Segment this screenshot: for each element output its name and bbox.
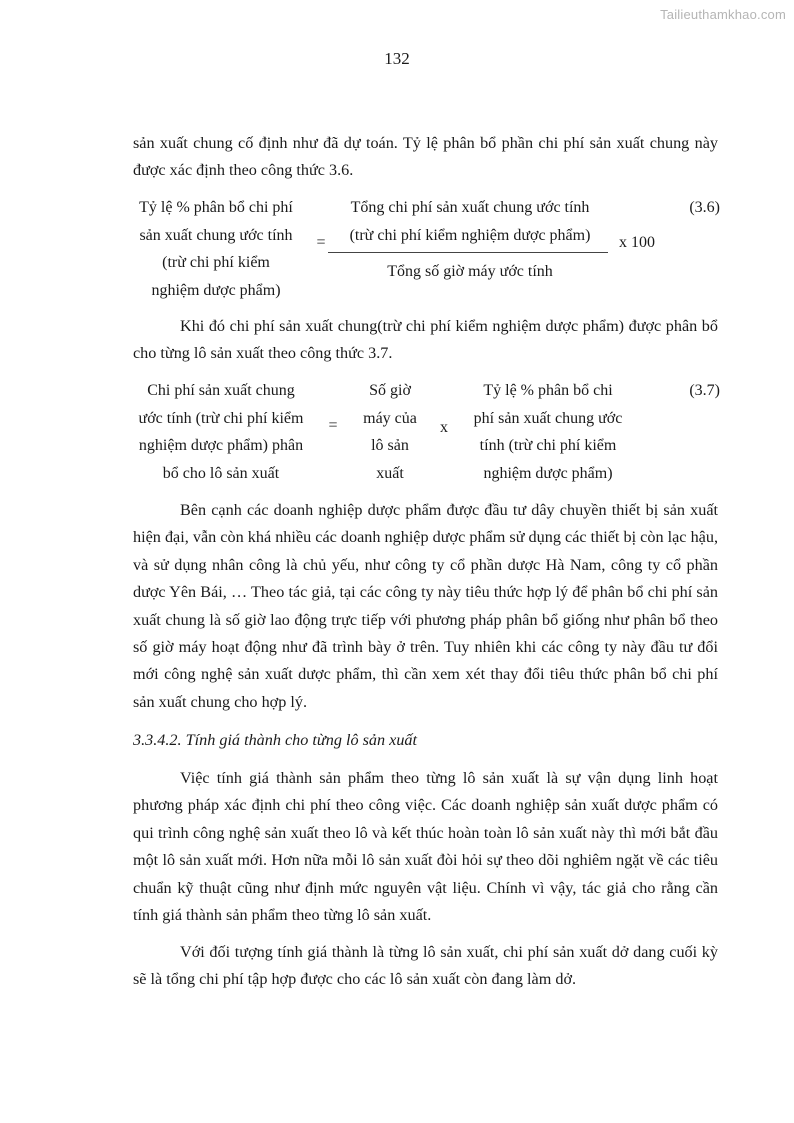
formula-3-6-numerator: [330, 194, 610, 249]
formula-line: (trừ chi phí kiểm nghiệm dược phẩm): [349, 226, 591, 244]
formula-line: Tỷ lệ % phân bổ chi phí: [139, 199, 293, 216]
formula-line: Tỷ lệ % phân bổ chi: [483, 382, 613, 399]
page-number: 132: [384, 49, 410, 68]
formula-line: xuất: [376, 464, 404, 482]
fraction-bar: [328, 252, 608, 253]
formula-line: sản xuất chung ước tính: [139, 226, 293, 244]
section-heading: 3.3.4.2. Tính giá thành cho từng lô sản xuất: [133, 731, 418, 749]
watermark: Tailieuthamkhao.com: [660, 7, 786, 22]
formula-3-6-multiplier: x 100: [619, 234, 655, 251]
intro-paragraph: sản xuất chung cố định như đã dự toán. Tỷ lệ phân bổ phần chi phí sản xuất chung này được xác định theo công thức 3.6.: [133, 134, 718, 180]
formula-line: lô sản: [371, 437, 409, 455]
formula-3-6-equals: =: [316, 234, 326, 251]
formula-3-7-right: [460, 377, 636, 487]
formula-line: Tổng chi phí sản xuất chung ước tính: [350, 199, 590, 216]
formula-line: Số giờ: [369, 382, 411, 399]
formula-line: Chi phí sản xuất chung: [147, 382, 295, 399]
formula-3-7-left: [130, 377, 312, 487]
paragraph-5: Với đối tượng tính giá thành là từng lô sản xuất, chi phí sản xuất dở dang cuối kỳ sẽ là tổng chi phí tập hợp được cho các lô sản xuất còn đang làm dở.: [133, 943, 718, 989]
formula-3-7-middle: [352, 377, 428, 487]
formula-line: (trừ chi phí kiểm: [162, 254, 270, 272]
formula-line: nghiệm dược phẩm): [483, 464, 613, 482]
formula-line: ước tính (trừ chi phí kiểm: [138, 409, 304, 427]
formula-3-7-times: x: [440, 419, 448, 436]
paragraph-4: Việc tính giá thành sản phẩm theo từng lô sản xuất là sự vận dụng linh hoạt phương pháp xác định chi phí theo công việc. Các doanh nghiệp sản xuất dược phẩm có qui trình công nghệ sản xuất theo lô và kết thúc hoàn toàn lô sản xuất này thì mới bắt đầu một lô sản xuất mới. Hơn nữa mỗi lô sản xuất đòi hỏi sự theo dõi nghiêm ngặt về các tiêu chuẩn kỹ thuật cũng như định mức nguyên vật liệu. Chính vì vậy, tác giả cho rằng cần tính giá thành sản phẩm theo từng lô sản xuất.: [133, 769, 718, 925]
formula-3-7-equals: =: [328, 417, 338, 434]
paragraph-2: Khi đó chi phí sản xuất chung(trừ chi phí kiểm nghiệm dược phẩm) được phân bổ cho từng lô sản xuất theo công thức 3.7.: [133, 317, 718, 363]
paragraph-3: Bên cạnh các doanh nghiệp dược phẩm được đầu tư dây chuyền thiết bị sản xuất hiện đại, vẫn còn khá nhiều các doanh nghiệp dược phẩm sử dụng các thiết bị còn lạc hậu, và sử dụng nhân công là chủ yếu, như công ty cổ phần dược Hà Nam, công ty cổ phần dược Yên Bái, … Theo tác giả, tại các công ty này tiêu thức hợp lý để phân bổ chi phí sản xuất chung là số giờ lao động trực tiếp với phương pháp phân bổ giống như phân bổ theo số giờ máy hoạt động như đã trình bày ở trên. Tuy nhiên khi các công ty này đầu tư đổi mới công nghệ sản xuất dược phẩm, thì cần xem xét thay đổi tiêu thức phân bổ chi phí sản xuất chung cho hợp lý.: [133, 501, 718, 711]
formula-3-6-left: [130, 194, 302, 304]
formula-3-6-denominator: Tổng số giờ máy ước tính: [387, 263, 553, 280]
formula-3-7-number: (3.7): [689, 382, 720, 399]
formula-line: phí sản xuất chung ước: [473, 409, 623, 427]
formula-line: máy của: [363, 409, 417, 427]
formula-line: nghiệm dược phẩm): [151, 281, 281, 299]
formula-line: bổ cho lô sản xuất: [162, 464, 280, 482]
formula-line: tính (trừ chi phí kiểm: [479, 437, 617, 455]
formula-3-6-number: (3.6): [689, 199, 720, 216]
formula-line: nghiệm dược phẩm) phân: [138, 437, 304, 455]
